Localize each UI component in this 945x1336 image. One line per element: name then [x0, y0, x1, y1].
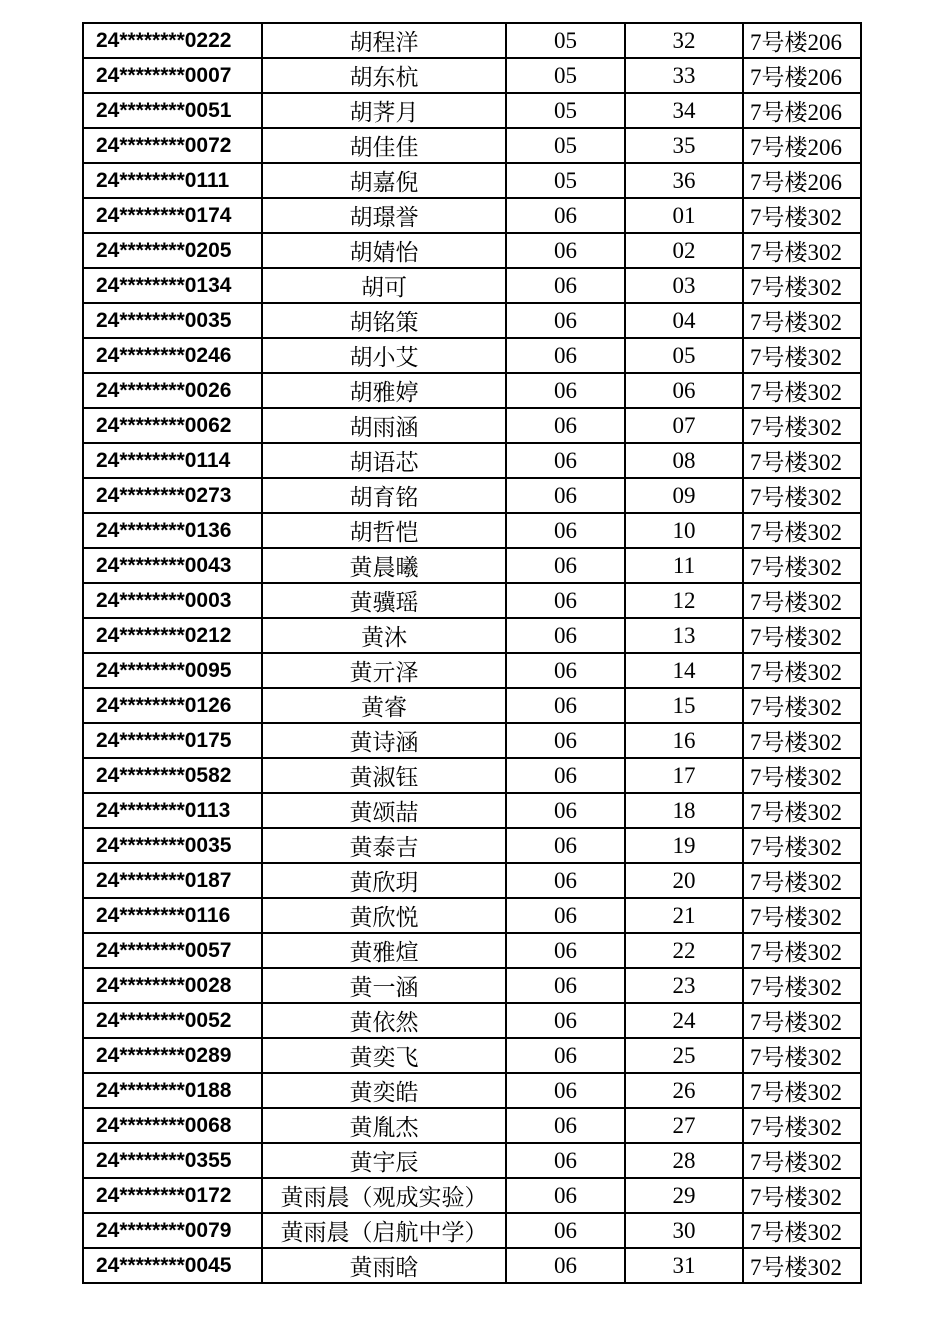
- table-row: [83, 793, 861, 828]
- student-name-cell: 胡小艾: [262, 338, 506, 373]
- student-name-cell: 胡嘉倪: [262, 163, 506, 198]
- student-id-cell: 24********0246: [83, 338, 262, 373]
- seat-number-cell: 19: [625, 828, 743, 863]
- student-name-cell: 胡璟誉: [262, 198, 506, 233]
- exam-location-cell: 7号楼302: [743, 1213, 861, 1248]
- seat-number-cell: 23: [625, 968, 743, 1003]
- table-row: [83, 863, 861, 898]
- student-id-cell: 24********0068: [83, 1108, 262, 1143]
- exam-location-cell: 7号楼302: [743, 303, 861, 338]
- seat-number-cell: 21: [625, 898, 743, 933]
- exam-roster-table: [82, 22, 862, 1284]
- student-id-cell: 24********0003: [83, 583, 262, 618]
- exam-location-cell: 7号楼206: [743, 93, 861, 128]
- student-name-cell: 黄淑钰: [262, 758, 506, 793]
- student-name-cell: 黄亓泽: [262, 653, 506, 688]
- exam-location-cell: 7号楼302: [743, 828, 861, 863]
- exam-location-cell: 7号楼302: [743, 478, 861, 513]
- exam-room-cell: 06: [506, 233, 625, 268]
- student-name-cell: 黄胤杰: [262, 1108, 506, 1143]
- student-name-cell: 胡雨涵: [262, 408, 506, 443]
- exam-room-cell: 06: [506, 1073, 625, 1108]
- student-id-cell: 24********0273: [83, 478, 262, 513]
- table-row: [83, 128, 861, 163]
- student-name-cell: 黄宇辰: [262, 1143, 506, 1178]
- table-row: [83, 1073, 861, 1108]
- student-name-cell: 胡可: [262, 268, 506, 303]
- table-row: [83, 583, 861, 618]
- seat-number-cell: 34: [625, 93, 743, 128]
- exam-room-cell: 06: [506, 1248, 625, 1283]
- exam-room-cell: 06: [506, 303, 625, 338]
- student-name-cell: 胡哲恺: [262, 513, 506, 548]
- exam-room-cell: 06: [506, 1038, 625, 1073]
- student-id-cell: 24********0126: [83, 688, 262, 723]
- seat-number-cell: 26: [625, 1073, 743, 1108]
- table-row: [83, 653, 861, 688]
- student-name-cell: 黄雨晗: [262, 1248, 506, 1283]
- seat-number-cell: 22: [625, 933, 743, 968]
- exam-location-cell: 7号楼302: [743, 408, 861, 443]
- table-row: [83, 933, 861, 968]
- exam-room-cell: 06: [506, 933, 625, 968]
- exam-room-cell: 06: [506, 1108, 625, 1143]
- exam-room-cell: 06: [506, 198, 625, 233]
- table-row: [83, 408, 861, 443]
- exam-location-cell: 7号楼302: [743, 513, 861, 548]
- table-row: [83, 898, 861, 933]
- table-row: [83, 548, 861, 583]
- student-name-cell: 黄欣悦: [262, 898, 506, 933]
- seat-number-cell: 32: [625, 23, 743, 58]
- seat-number-cell: 13: [625, 618, 743, 653]
- exam-room-cell: 06: [506, 1178, 625, 1213]
- exam-room-cell: 05: [506, 23, 625, 58]
- table-row: [83, 513, 861, 548]
- student-name-cell: 黄颂喆: [262, 793, 506, 828]
- table-row: [83, 338, 861, 373]
- student-id-cell: 24********0035: [83, 828, 262, 863]
- student-name-cell: 黄一涵: [262, 968, 506, 1003]
- student-id-cell: 24********0136: [83, 513, 262, 548]
- exam-room-cell: 06: [506, 618, 625, 653]
- student-id-cell: 24********0026: [83, 373, 262, 408]
- table-row: [83, 688, 861, 723]
- student-id-cell: 24********0174: [83, 198, 262, 233]
- student-name-cell: 黄雅煊: [262, 933, 506, 968]
- student-name-cell: 胡铭策: [262, 303, 506, 338]
- student-id-cell: 24********0113: [83, 793, 262, 828]
- student-name-cell: 黄奕皓: [262, 1073, 506, 1108]
- exam-location-cell: 7号楼302: [743, 618, 861, 653]
- table-row: [83, 233, 861, 268]
- seat-number-cell: 04: [625, 303, 743, 338]
- exam-room-cell: 05: [506, 93, 625, 128]
- table-row: [83, 1213, 861, 1248]
- table-row: [83, 723, 861, 758]
- student-id-cell: 24********0114: [83, 443, 262, 478]
- exam-location-cell: 7号楼206: [743, 128, 861, 163]
- seat-number-cell: 08: [625, 443, 743, 478]
- student-id-cell: 24********0187: [83, 863, 262, 898]
- exam-room-cell: 05: [506, 58, 625, 93]
- student-id-cell: 24********0072: [83, 128, 262, 163]
- student-id-cell: 24********0175: [83, 723, 262, 758]
- seat-number-cell: 06: [625, 373, 743, 408]
- seat-number-cell: 15: [625, 688, 743, 723]
- student-name-cell: 黄睿: [262, 688, 506, 723]
- seat-number-cell: 09: [625, 478, 743, 513]
- student-name-cell: 胡程洋: [262, 23, 506, 58]
- exam-location-cell: 7号楼302: [743, 898, 861, 933]
- student-id-cell: 24********0134: [83, 268, 262, 303]
- roster-body: [83, 23, 861, 1283]
- seat-number-cell: 27: [625, 1108, 743, 1143]
- exam-room-cell: 06: [506, 688, 625, 723]
- student-id-cell: 24********0062: [83, 408, 262, 443]
- student-id-cell: 24********0116: [83, 898, 262, 933]
- table-row: [83, 1038, 861, 1073]
- exam-room-cell: 06: [506, 268, 625, 303]
- exam-room-cell: 06: [506, 793, 625, 828]
- exam-room-cell: 05: [506, 128, 625, 163]
- student-id-cell: 24********0582: [83, 758, 262, 793]
- seat-number-cell: 12: [625, 583, 743, 618]
- exam-room-cell: 06: [506, 758, 625, 793]
- student-name-cell: 胡东杭: [262, 58, 506, 93]
- exam-room-cell: 06: [506, 1143, 625, 1178]
- exam-room-cell: 06: [506, 828, 625, 863]
- table-row: [83, 968, 861, 1003]
- exam-location-cell: 7号楼302: [743, 548, 861, 583]
- student-name-cell: 胡语芯: [262, 443, 506, 478]
- exam-location-cell: 7号楼206: [743, 23, 861, 58]
- student-name-cell: 胡婧怡: [262, 233, 506, 268]
- seat-number-cell: 07: [625, 408, 743, 443]
- student-id-cell: 24********0212: [83, 618, 262, 653]
- table-row: [83, 1248, 861, 1283]
- exam-location-cell: 7号楼302: [743, 1003, 861, 1038]
- exam-room-cell: 06: [506, 1003, 625, 1038]
- student-id-cell: 24********0205: [83, 233, 262, 268]
- exam-room-cell: 05: [506, 163, 625, 198]
- table-row: [83, 618, 861, 653]
- exam-room-cell: 06: [506, 723, 625, 758]
- student-id-cell: 24********0045: [83, 1248, 262, 1283]
- exam-location-cell: 7号楼302: [743, 723, 861, 758]
- table-row: [83, 828, 861, 863]
- exam-location-cell: 7号楼302: [743, 653, 861, 688]
- exam-location-cell: 7号楼302: [743, 933, 861, 968]
- exam-room-cell: 06: [506, 478, 625, 513]
- student-id-cell: 24********0007: [83, 58, 262, 93]
- seat-number-cell: 20: [625, 863, 743, 898]
- student-name-cell: 黄雨晨（启航中学）: [262, 1213, 506, 1248]
- seat-number-cell: 31: [625, 1248, 743, 1283]
- table-row: [83, 478, 861, 513]
- seat-number-cell: 33: [625, 58, 743, 93]
- table-row: [83, 373, 861, 408]
- table-row: [83, 268, 861, 303]
- seat-number-cell: 18: [625, 793, 743, 828]
- table-row: [83, 1003, 861, 1038]
- exam-room-cell: 06: [506, 898, 625, 933]
- student-name-cell: 黄骥瑶: [262, 583, 506, 618]
- exam-location-cell: 7号楼302: [743, 968, 861, 1003]
- exam-location-cell: 7号楼302: [743, 373, 861, 408]
- table-row: [83, 1178, 861, 1213]
- student-name-cell: 黄泰吉: [262, 828, 506, 863]
- table-row: [83, 198, 861, 233]
- exam-location-cell: 7号楼302: [743, 198, 861, 233]
- seat-number-cell: 16: [625, 723, 743, 758]
- exam-room-cell: 06: [506, 653, 625, 688]
- exam-location-cell: 7号楼302: [743, 1038, 861, 1073]
- exam-location-cell: 7号楼302: [743, 583, 861, 618]
- student-id-cell: 24********0172: [83, 1178, 262, 1213]
- seat-number-cell: 29: [625, 1178, 743, 1213]
- table-row: [83, 443, 861, 478]
- seat-number-cell: 03: [625, 268, 743, 303]
- seat-number-cell: 35: [625, 128, 743, 163]
- student-id-cell: 24********0095: [83, 653, 262, 688]
- exam-location-cell: 7号楼302: [743, 268, 861, 303]
- exam-location-cell: 7号楼302: [743, 863, 861, 898]
- seat-number-cell: 10: [625, 513, 743, 548]
- exam-location-cell: 7号楼302: [743, 1073, 861, 1108]
- seat-number-cell: 01: [625, 198, 743, 233]
- exam-room-cell: 06: [506, 583, 625, 618]
- seat-number-cell: 02: [625, 233, 743, 268]
- student-id-cell: 24********0111: [83, 163, 262, 198]
- student-name-cell: 胡佳佳: [262, 128, 506, 163]
- exam-location-cell: 7号楼206: [743, 58, 861, 93]
- student-name-cell: 胡荠月: [262, 93, 506, 128]
- exam-room-cell: 06: [506, 408, 625, 443]
- exam-location-cell: 7号楼302: [743, 338, 861, 373]
- exam-room-cell: 06: [506, 968, 625, 1003]
- table-row: [83, 163, 861, 198]
- table-row: [83, 93, 861, 128]
- exam-location-cell: 7号楼302: [743, 1143, 861, 1178]
- student-name-cell: 黄欣玥: [262, 863, 506, 898]
- seat-number-cell: 25: [625, 1038, 743, 1073]
- exam-location-cell: 7号楼302: [743, 758, 861, 793]
- seat-number-cell: 14: [625, 653, 743, 688]
- student-id-cell: 24********0079: [83, 1213, 262, 1248]
- exam-location-cell: 7号楼206: [743, 163, 861, 198]
- student-id-cell: 24********0028: [83, 968, 262, 1003]
- student-id-cell: 24********0057: [83, 933, 262, 968]
- student-name-cell: 黄诗涵: [262, 723, 506, 758]
- student-name-cell: 胡雅婷: [262, 373, 506, 408]
- seat-number-cell: 24: [625, 1003, 743, 1038]
- seat-number-cell: 17: [625, 758, 743, 793]
- exam-room-cell: 06: [506, 443, 625, 478]
- student-id-cell: 24********0355: [83, 1143, 262, 1178]
- exam-location-cell: 7号楼302: [743, 793, 861, 828]
- student-id-cell: 24********0188: [83, 1073, 262, 1108]
- exam-location-cell: 7号楼302: [743, 688, 861, 723]
- table-row: [83, 1143, 861, 1178]
- student-name-cell: 胡育铭: [262, 478, 506, 513]
- student-id-cell: 24********0222: [83, 23, 262, 58]
- seat-number-cell: 28: [625, 1143, 743, 1178]
- seat-number-cell: 36: [625, 163, 743, 198]
- exam-location-cell: 7号楼302: [743, 233, 861, 268]
- table-row: [83, 303, 861, 338]
- student-name-cell: 黄沐: [262, 618, 506, 653]
- table-row: [83, 23, 861, 58]
- student-id-cell: 24********0051: [83, 93, 262, 128]
- exam-room-cell: 06: [506, 548, 625, 583]
- seat-number-cell: 11: [625, 548, 743, 583]
- student-name-cell: 黄雨晨（观成实验）: [262, 1178, 506, 1213]
- student-name-cell: 黄奕飞: [262, 1038, 506, 1073]
- seat-number-cell: 30: [625, 1213, 743, 1248]
- exam-location-cell: 7号楼302: [743, 443, 861, 478]
- exam-location-cell: 7号楼302: [743, 1108, 861, 1143]
- student-name-cell: 黄晨曦: [262, 548, 506, 583]
- exam-room-cell: 06: [506, 863, 625, 898]
- exam-location-cell: 7号楼302: [743, 1178, 861, 1213]
- exam-room-cell: 06: [506, 338, 625, 373]
- exam-room-cell: 06: [506, 373, 625, 408]
- exam-location-cell: 7号楼302: [743, 1248, 861, 1283]
- student-id-cell: 24********0035: [83, 303, 262, 338]
- table-row: [83, 758, 861, 793]
- exam-room-cell: 06: [506, 1213, 625, 1248]
- student-id-cell: 24********0289: [83, 1038, 262, 1073]
- seat-number-cell: 05: [625, 338, 743, 373]
- student-id-cell: 24********0043: [83, 548, 262, 583]
- table-row: [83, 1108, 861, 1143]
- table-row: [83, 58, 861, 93]
- student-name-cell: 黄依然: [262, 1003, 506, 1038]
- exam-room-cell: 06: [506, 513, 625, 548]
- student-id-cell: 24********0052: [83, 1003, 262, 1038]
